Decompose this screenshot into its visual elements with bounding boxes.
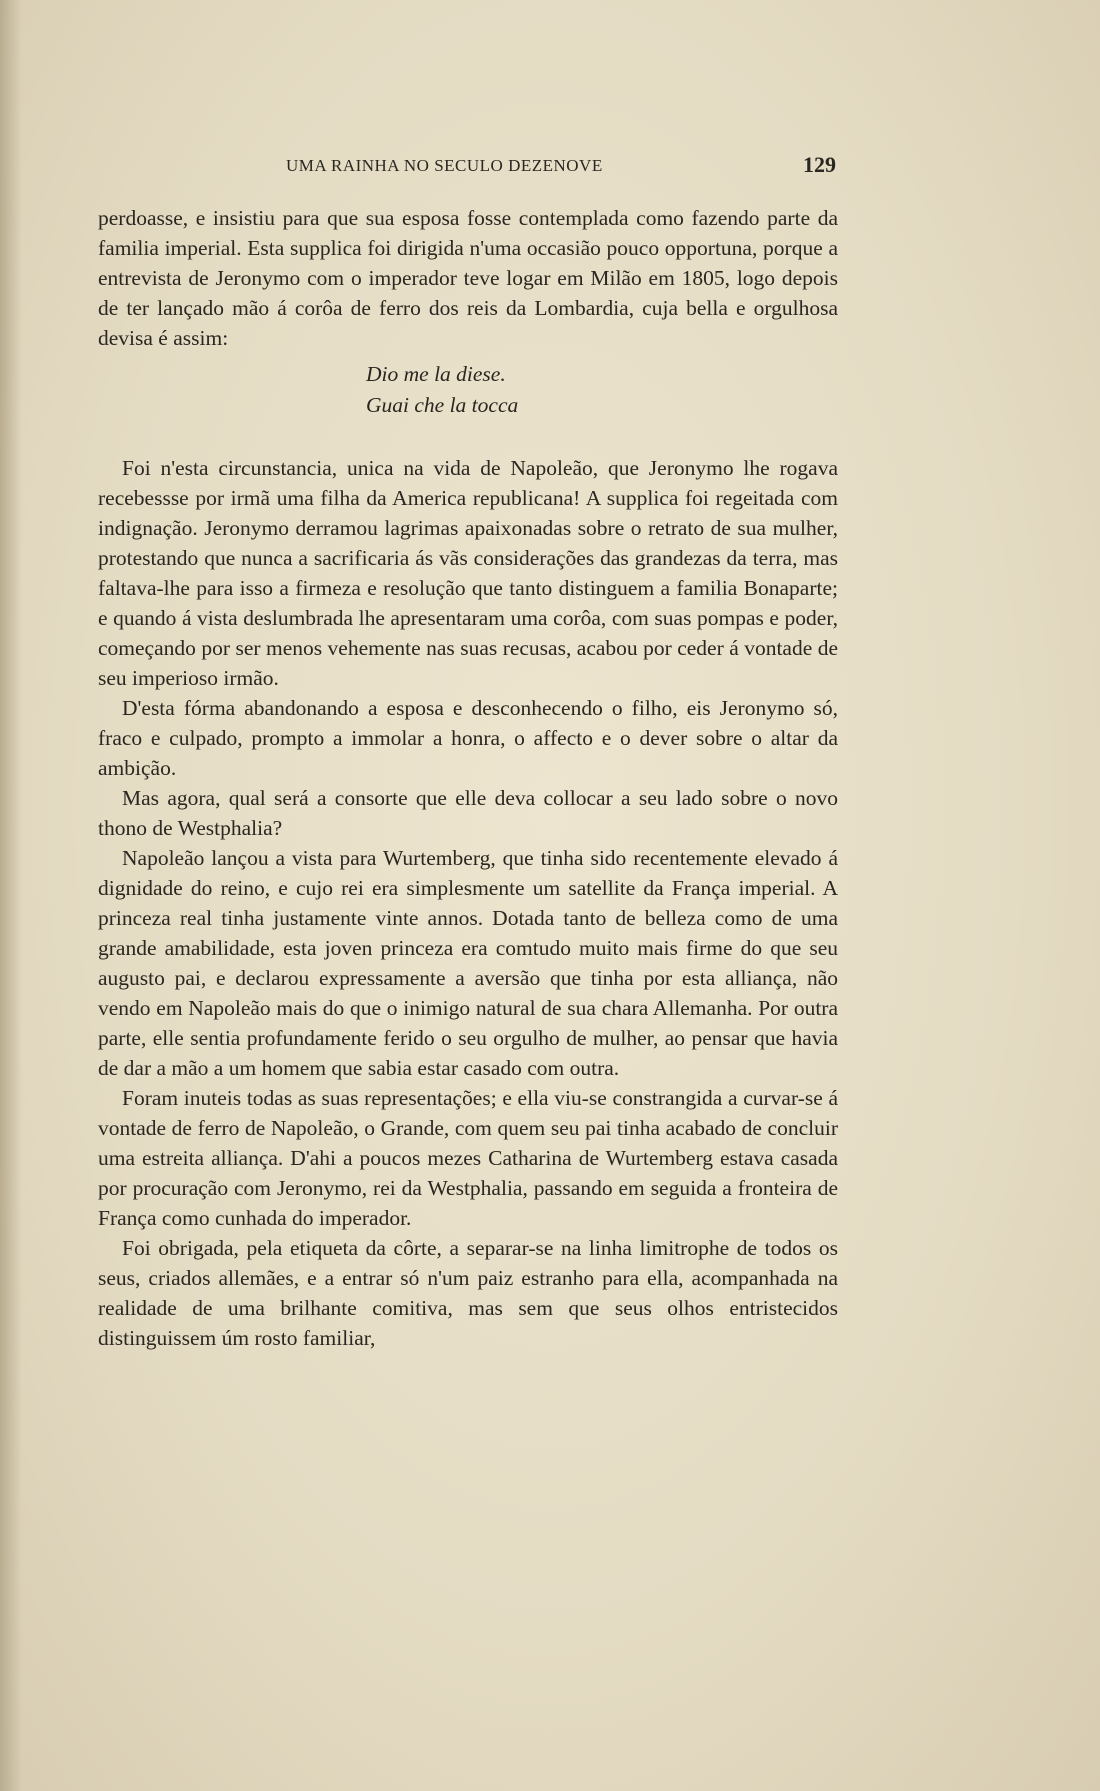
paragraph-3: D'esta fórma abandonando a esposa e desconhecendo o filho, eis Jeronymo só, fraco e culpado, prompto a immolar a honra, o affecto e o dever sobre o altar da ambição. [98,696,838,780]
page-number: 129 [803,152,836,177]
verse-quote [98,359,838,421]
running-title: UMA RAINHA NO SECULO DEZENOVE [286,156,603,175]
body-text [98,203,838,1353]
page-edge-shadow [0,0,22,1791]
paragraph-2: Foi n'esta circunstancia, unica na vida de Napoleão, que Jeronymo lhe rogava recebessse por irmã uma filha da America republicana! A supplica foi regeitada com indignação. Jeronymo derramou lagrimas apaixonadas sobre o retrato de sua mulher, protestando que nunca a sacrificaria ás vãs considerações das grandezas da terra, mas faltava-lhe para isso a firmeza e resolução que tanto distinguem a familia Bonaparte; e quando á vista deslumbrada lhe apresentaram uma corôa, com suas pompas e poder, começando por ser menos vehemente nas suas recusas, acabou por ceder á vontade de seu imperioso irmão. [98,456,838,690]
page-header [96,152,836,182]
verse-line-1: Dio me la diese. [366,362,506,386]
paragraph-7: Foi obrigada, pela etiqueta da côrte, a separar-se na linha limitrophe de todos os seus, criados allemães, e a entrar só n'um paiz estranho para ella, acompanhada na realidade de uma brilhante comitiva, mas sem que seus olhos entristecidos distinguissem úm rosto familiar, [98,1236,838,1350]
paragraph-6: Foram inuteis todas as suas representações; e ella viu-se constrangida a curvar-se á vontade de ferro de Napoleão, o Grande, com quem seu pai tinha acabado de concluir uma estreita alliança. D'ahi a poucos mezes Catharina de Wurtemberg estava casada por procuração com Jeronymo, rei da Westphalia, passando em seguida a fronteira de França como cunhada do imperador. [98,1086,838,1230]
paragraph-1: perdoasse, e insistiu para que sua esposa fosse contemplada como fazendo parte da familia imperial. Esta supplica foi dirigida n'uma occasião pouco opportuna, porque a entrevista de Jeronymo com o imperador teve logar em Milão em 1805, logo depois de ter lançado mão á corôa de ferro dos reis da Lombardia, cuja bella e orgulhosa devisa é assim: [98,206,838,350]
paragraph-4: Mas agora, qual será a consorte que elle deva collocar a seu lado sobre o novo thono de Westphalia? [98,786,838,840]
verse-line-2: Guai che la tocca [366,393,519,417]
paragraph-5: Napoleão lançou a vista para Wurtemberg, que tinha sido recentemente elevado á dignidade do reino, e cujo rei era simplesmente um satellite da França imperial. A princeza real tinha justamente vinte annos. Dotada tanto de belleza como de uma grande amabilidade, esta joven princeza era comtudo muito mais firme do que seu augusto pai, e declarou expressamente a aversão que tinha por esta alliança, não vendo em Napoleão mais do que o inimigo natural de sua chara Allemanha. Por outra parte, elle sentia profundamente ferido o seu orgulho de mulher, ao pensar que havia de dar a mão a um homem que sabia estar casado com outra. [98,846,838,1080]
